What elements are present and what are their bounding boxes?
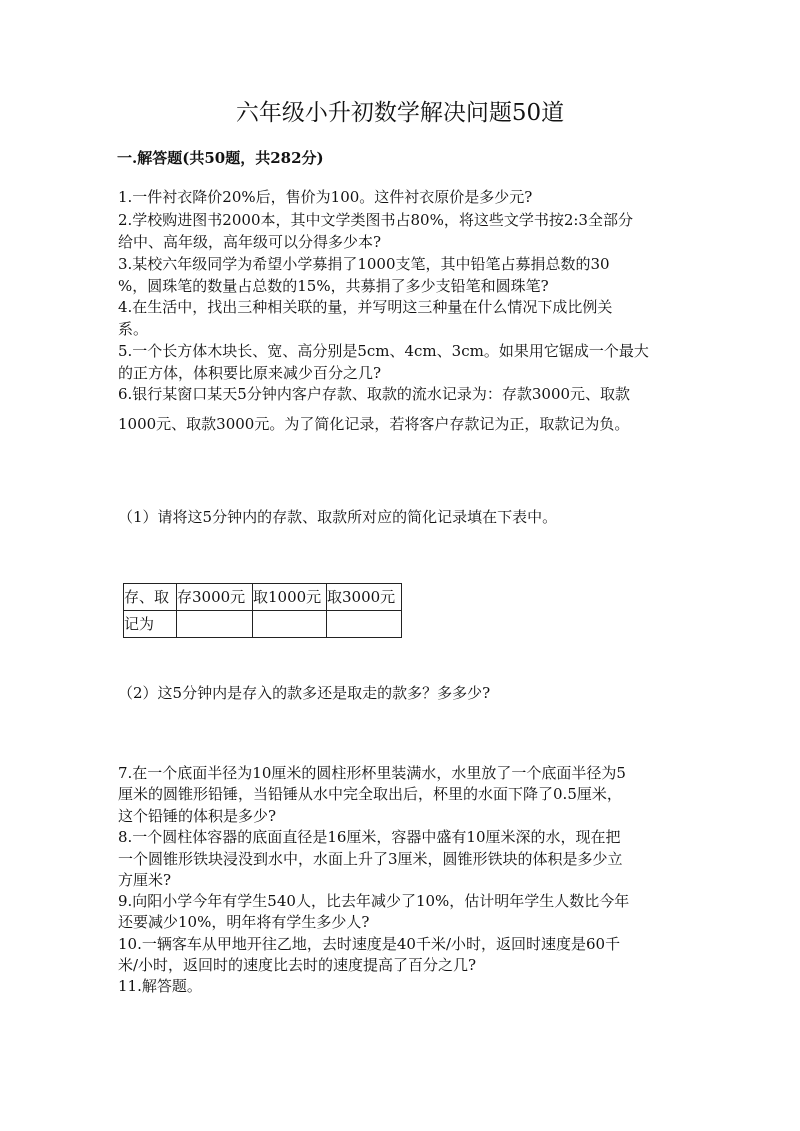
question-1-line: 1.一件衬衣降价20%后，售价为100。这件衬衣原价是多少元? (118, 188, 533, 206)
section-heading: 一.解答题(共50题，共282分) (117, 149, 324, 167)
question-5-line-2: 的正方体，体积要比原来减少百分之几? (118, 364, 382, 382)
question-2-line-1: 2.学校购进图书2000本，其中文学类图书占80%，将这些文学书按2:3全部分 (118, 211, 633, 229)
question-7-line-2: 厘米的圆锥形铅锤，当铅锤从水中完全取出后，杯里的水面下降了0.5厘米， (118, 785, 622, 803)
table-header-cell: 存、取 (124, 584, 177, 611)
question-11-line: 11.解答题。 (118, 977, 202, 995)
table-cell-blank (253, 611, 327, 638)
question-3-line-1: 3.某校六年级同学为希望小学募捐了1000支笔，其中铅笔占募捐总数的30 (118, 255, 610, 273)
table-cell-blank (177, 611, 253, 638)
question-10-line-2: 米/小时，返回时的速度比去时的速度提高了百分之几? (118, 956, 477, 974)
question-8-line-1: 8.一个圆柱体容器的底面直径是16厘米，容器中盛有10厘米深的水，现在把 (118, 828, 621, 846)
table-header-cell: 取1000元 (253, 584, 327, 611)
table-header-cell: 取3000元 (327, 584, 402, 611)
question-9-line-1: 9.向阳小学今年有学生540人，比去年减少了10%，估计明年学生人数比今年 (118, 892, 630, 910)
page-title: 六年级小升初数学解决问题50道 (235, 100, 565, 126)
question-7-line-1: 7.在一个底面半径为10厘米的圆柱形杯里装满水，水里放了一个底面半径为5 (118, 764, 626, 782)
table-cell-label: 记为 (124, 611, 177, 638)
question-10-line-1: 10.一辆客车从甲地开往乙地，去时速度是40千米/小时，返回时速度是60千 (118, 935, 621, 953)
question-6-part-1: （1）请将这5分钟内的存款、取款所对应的简化记录填在下表中。 (118, 508, 558, 526)
question-2-line-2: 给中、高年级，高年级可以分得多少本? (118, 233, 382, 251)
table-header-cell: 存3000元 (177, 584, 253, 611)
question-4-line-2: 系。 (118, 320, 149, 338)
question-5-line-1: 5.一个长方体木块长、宽、高分别是5cm、4cm、3cm。如果用它锯成一个最大 (118, 342, 649, 360)
question-4-line-1: 4.在生活中，找出三种相关联的量，并写明这三种量在什么情况下成比例关 (118, 298, 613, 316)
table-cell-blank (327, 611, 402, 638)
record-table (123, 583, 402, 638)
question-6-line-1: 6.银行某窗口某天5分钟内客户存款、取款的流水记录为：存款3000元、取款 (118, 385, 631, 403)
question-3-line-2: %，圆珠笔的数量占总数的15%，共募捐了多少支铅笔和圆珠笔? (118, 277, 549, 295)
question-7-line-3: 这个铅锤的体积是多少? (118, 807, 277, 825)
question-8-line-3: 方厘米? (118, 871, 172, 889)
question-6-part-2: （2）这5分钟内是存入的款多还是取走的款多？多多少? (118, 684, 491, 702)
table-row (124, 584, 402, 611)
question-8-line-2: 一个圆锥形铁块浸没到水中，水面上升了3厘米，圆锥形铁块的体积是多少立 (118, 850, 623, 868)
question-6-line-2: 1000元、取款3000元。为了简化记录，若将客户存款记为正，取款记为负。 (118, 415, 630, 433)
table-row (124, 611, 402, 638)
question-9-line-2: 还要减少10%，明年将有学生多少人? (118, 913, 370, 931)
